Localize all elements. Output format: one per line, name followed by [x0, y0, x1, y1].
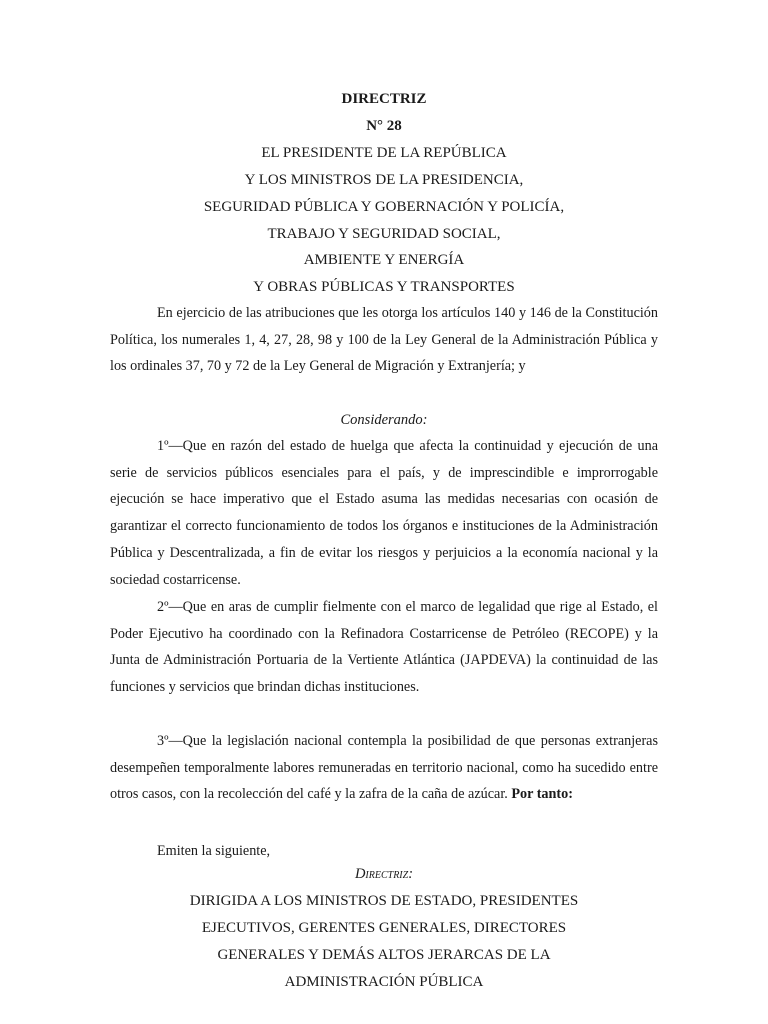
consideration-paragraph: 2º—Que en aras de cumplir fielmente con el marco de legalidad que rige al Estado, el Poder Ejecutivo ha coordinado con la Refinadora Costarricense de Petróleo (RECOPE) y la Junta de Administración Portuaria de la Vertiente Atlántica (JAPDEVA) la continuidad de las funciones y servicios que brindan dichas instituciones. — [110, 599, 658, 696]
consideration-text: 3º—Que la legislación nacional contempla la posibilidad de que personas extranjeras desempeñen temporalmente labores remuneradas en territorio nacional, como ha sucedido entre otros casos, con la recolección del café y la zafra de la caña de azúcar. — [110, 733, 658, 803]
issuer-line: EL PRESIDENTE DE LA REPÚBLICA — [261, 145, 507, 161]
issuer-line: AMBIENTE Y ENERGÍA — [303, 252, 465, 268]
preamble-paragraph: En ejercicio de las atribuciones que les otorga los artículos 140 y 146 de la Constitución Política, los numerales 1, 4, 27, 28, 98 y 100 de la Ley General de la Administración Pública y los ordinales 37, 70 y 72 de la Ley General de Migración y Extranjería; y — [110, 305, 658, 375]
document-title: DIRECTRIZ — [341, 91, 427, 107]
document-number: N° 28 — [366, 118, 402, 134]
addressee-line: ADMINISTRACIÓN PÚBLICA — [284, 974, 484, 990]
issuer-line: SEGURIDAD PÚBLICA Y GOBERNACIÓN Y POLICÍA, — [203, 199, 565, 215]
addressee-line: EJECUTIVOS, GERENTES GENERALES, DIRECTORES — [201, 920, 567, 936]
issuer-line: TRABAJO Y SEGURIDAD SOCIAL, — [267, 226, 501, 242]
issuer-line: Y OBRAS PÚBLICAS Y TRANSPORTES — [253, 279, 515, 295]
considering-heading: Considerando: — [340, 412, 428, 428]
directive-heading: Directriz: — [354, 866, 414, 882]
emit-line: Emiten la siguiente, — [157, 843, 271, 859]
consideration-paragraph: 1º—Que en razón del estado de huelga que afecta la continuidad y ejecución de una serie de servicios públicos esenciales para el país, y de imprescindible e improrrogable ejecución se hace imperativo que el Estado asuma las medidas necesarias con ocasión de garantizar el correcto funcionamiento de todos los órganos e instituciones de la Administración Pública y Descentralizada, a fin de evitar los riesgos y perjuicios a la economía nacional y la sociedad costarricense. — [110, 438, 658, 588]
addressee-line: GENERALES Y DEMÁS ALTOS JERARCAS DE LA — [217, 947, 551, 963]
addressee-line: DIRIGIDA A LOS MINISTROS DE ESTADO, PRESIDENTES — [189, 893, 579, 909]
issuer-line: Y LOS MINISTROS DE LA PRESIDENCIA, — [244, 172, 524, 188]
therefore-label: Por tanto: — [511, 786, 573, 803]
consideration-paragraph — [110, 728, 658, 808]
